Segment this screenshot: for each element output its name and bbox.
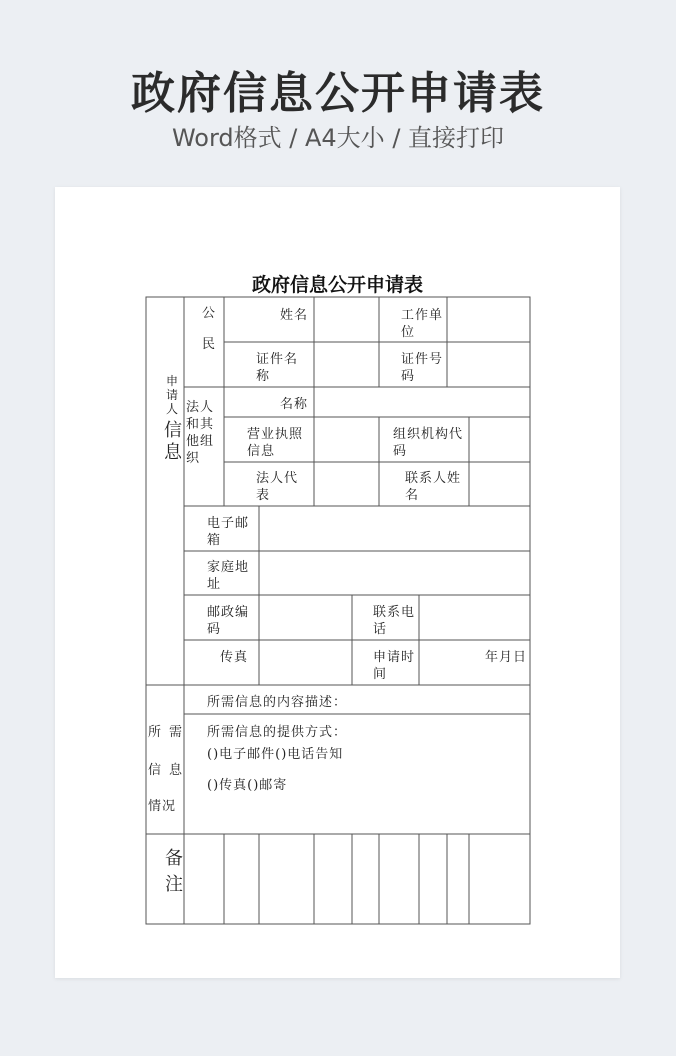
citizen-label-2: 民 xyxy=(202,337,217,352)
home-address-label: 家庭地址 xyxy=(207,560,250,592)
citizen-label-1: 公 xyxy=(202,306,217,321)
applicant-section-label-big: 信息 xyxy=(164,420,183,463)
contact-phone-label: 联系电话 xyxy=(373,605,416,637)
fax-label: 传真 xyxy=(220,650,249,665)
provide-options-line2: ()传真()邮寄 xyxy=(207,778,288,793)
page-subtitle: Word格式 / A4大小 / 直接打印 xyxy=(171,124,505,152)
page-headline: 政府信息公开申请表 xyxy=(131,68,545,119)
org-code-label: 组织机构代码 xyxy=(393,427,464,459)
provide-method-label: 所需信息的提供方式： xyxy=(207,725,348,740)
applicant-section-label: 申请人 xyxy=(166,374,180,416)
provide-options-line1: ()电子邮件()电话告知 xyxy=(207,747,344,762)
apply-time-label: 申请时间 xyxy=(373,650,416,682)
info-section-l3: 情况 xyxy=(148,799,177,814)
name-label: 姓名 xyxy=(280,308,309,323)
contact-name-label: 联系人姓名 xyxy=(405,471,462,503)
email-label: 电子邮箱 xyxy=(207,516,250,548)
postcode-label: 邮政编码 xyxy=(207,605,250,637)
info-section-l2b: 息 xyxy=(169,763,184,778)
work-unit-label: 工作单位 xyxy=(401,308,444,340)
info-section-l1a: 所 xyxy=(148,725,163,740)
info-section-l2a: 信 xyxy=(148,763,163,778)
remarks-label-1: 备 xyxy=(165,848,184,869)
date-placeholder: 年月日 xyxy=(485,650,528,665)
remarks-label-2: 注 xyxy=(165,874,184,895)
form-border xyxy=(146,297,530,924)
id-number-label: 证件号码 xyxy=(401,352,444,384)
org-name-label: 名称 xyxy=(280,397,309,412)
license-info-label: 营业执照信息 xyxy=(247,427,304,459)
content-description-label: 所需信息的内容描述： xyxy=(207,695,348,710)
legal-rep-label: 法人代表 xyxy=(256,471,299,503)
legal-entity-label: 法人和其他组织 xyxy=(186,400,215,466)
id-name-label: 证件名称 xyxy=(256,352,299,384)
form-title: 政府信息公开申请表 xyxy=(251,274,423,296)
info-section-l1b: 需 xyxy=(169,725,184,740)
